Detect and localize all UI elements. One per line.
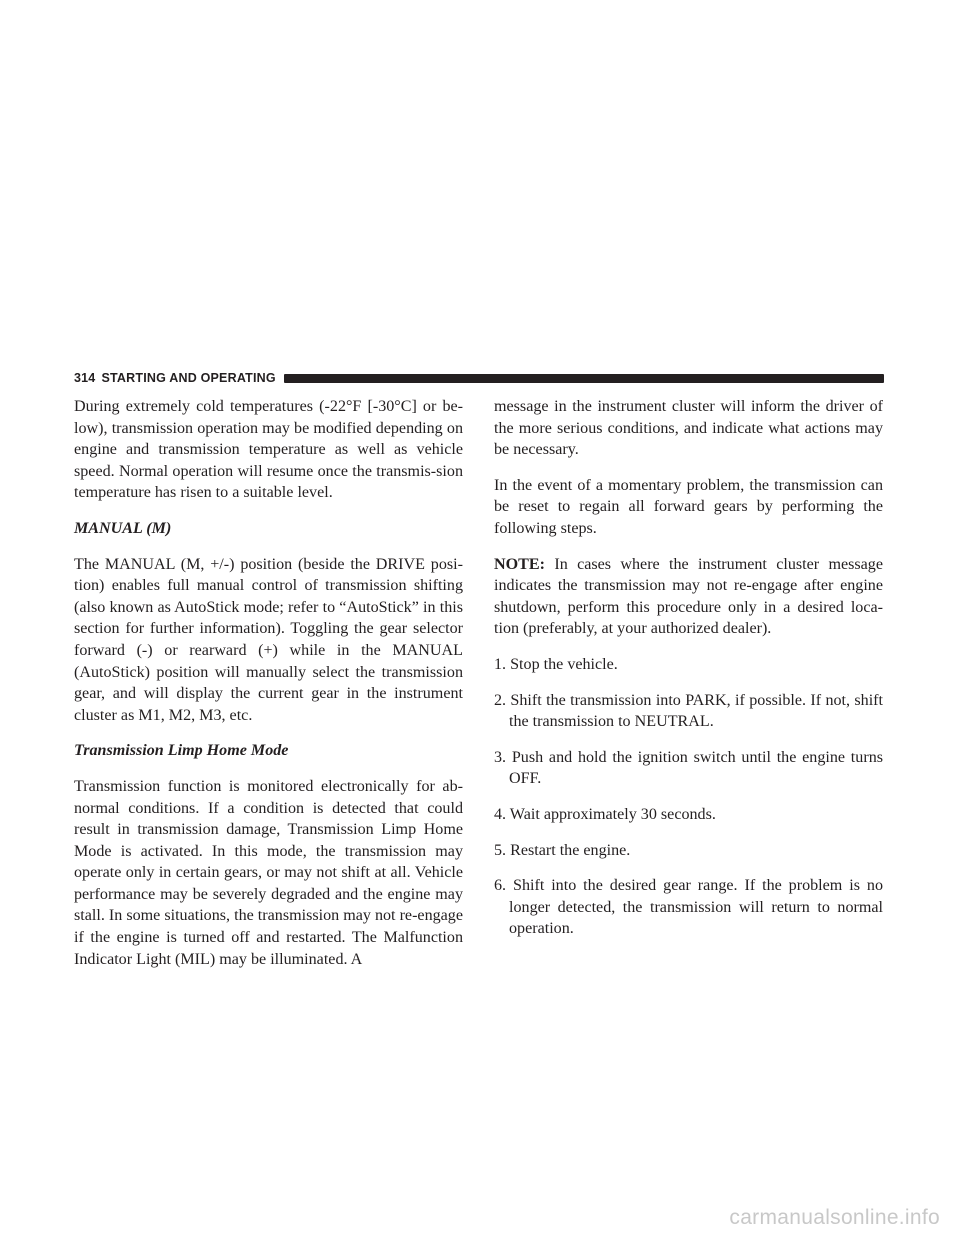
list-item: 3. Push and hold the ignition switch until the engine turns OFF. [494,748,883,788]
list-item: 4. Wait approximately 30 seconds. [494,805,716,823]
list-item: 2. Shift the transmission into PARK, if possible. If not, shift the transmission to NEUTRAL. [494,691,883,731]
list-item: 6. Shift into the desired gear range. If the problem is no longer detected, the transmission will return to normal operation. [494,877,883,938]
note-paragraph [494,554,883,640]
page-header [74,369,884,387]
left-column [74,396,463,984]
section-title: STARTING AND OPERATING [101,371,276,385]
paragraph-manual-mode: The MANUAL (M, +/-) position (beside the DRIVE posi-tion) enables full manual control of transmission shifting (also known as AutoStick mode; refer to “AutoStick” in this section for further information). Toggling the gear selector forward (-) or rearward (+) while in the MANUAL (AutoStick) position will manually select the transmission gear, and will display the current gear in the instrument cluster as M1, M2, M3, etc. [74,555,463,724]
watermark-link[interactable]: carmanualsonline.info [729,1206,940,1229]
note-label: NOTE: [494,555,545,573]
paragraph-limp-home: Transmission function is monitored electronically for ab-normal conditions. If a condition is detected that could result in transmission damage, Transmission Limp Home Mode is activated. In this mode, the transmission may operate only in certain gears, or may not shift at all. Vehicle performance may be severely degraded and the engine may stall. In some situations, the transmission may not re-engage if the engine is turned off and restarted. The Malfunction Indicator Light (MIL) may be illuminated. A [74,777,463,968]
paragraph-continued: message in the instrument cluster will inform the driver of the more serious conditions, and indicate what actions may be necessary. [494,398,883,459]
header-rule [284,374,884,383]
heading-manual: MANUAL (M) [74,519,172,537]
note-text: In cases where the instrument cluster message indicates the transmission may not re-engage after engine shutdown, perform this procedure only in a desired loca-tion (preferably, at your authorized dealer). [494,555,883,638]
right-column [494,396,883,954]
list-item: 1. Stop the vehicle. [494,655,618,673]
paragraph-momentary-problem: In the event of a momentary problem, the transmission can be reset to regain all forward gears by performing the following steps. [494,476,883,537]
list-item: 5. Restart the engine. [494,841,631,859]
paragraph-cold-temperatures: During extremely cold temperatures (-22°F [-30°C] or be-low), transmission operation may be modified depending on engine and transmission temperature as well as vehicle speed. Normal operation will resume once the transmis-sion temperature has risen to a suitable level. [74,398,463,502]
page-number: 314 [74,371,96,385]
heading-limp-home: Transmission Limp Home Mode [74,742,289,760]
